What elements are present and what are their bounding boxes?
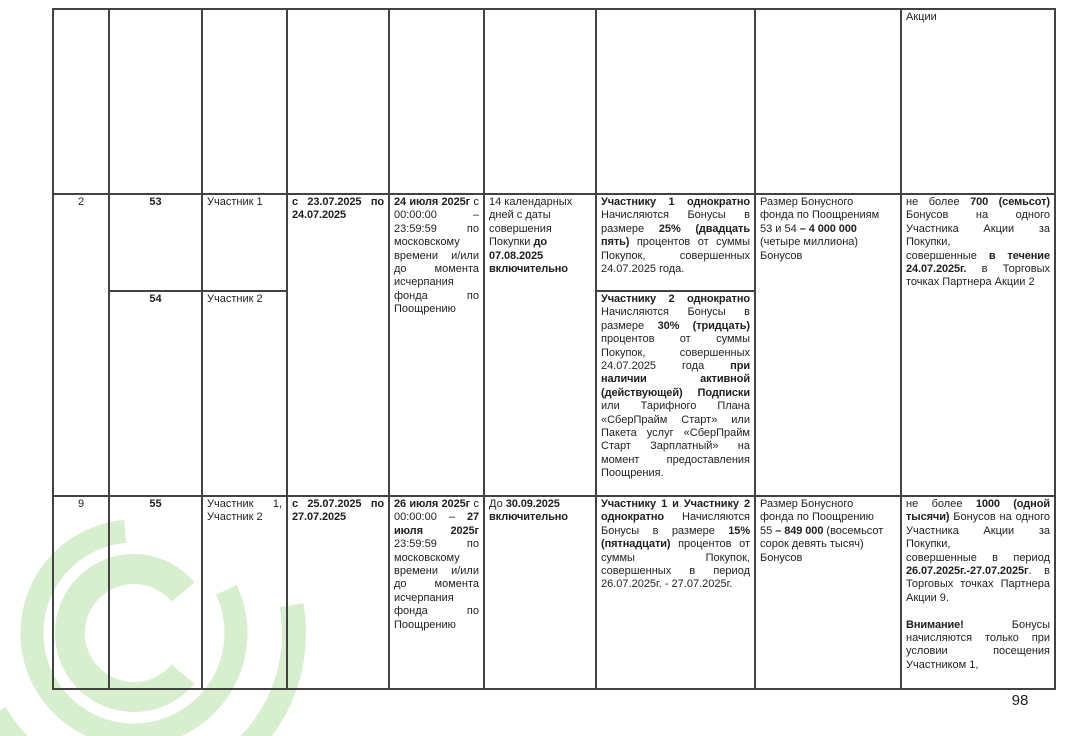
cell-bonus-validity: 14 календарных дней с даты совершения Покупки до 07.08.2025 включительно	[483, 193, 597, 497]
cell-promo-period: с 23.07.2025 по 24.07.2025	[286, 193, 390, 497]
header-cell-promo-id	[108, 8, 203, 195]
cell-participant-53: Участник 1	[201, 193, 288, 292]
page-number: 98	[1011, 692, 1029, 709]
header-cell-promo-label: Акции	[900, 8, 1056, 195]
cell-bonus-terms-54: Участнику 2 однократно Начисляются Бонусы в размере 30% (тридцать) процентов от суммы Покупок, совершенных 24.07.2025 года при наличии активной (действующей) Подписки или Тарифного Плана «СберПрайм Старт» или Пакета услуг «СберПрайм Старт Зарплатный» на момент предоставления Поощрения.	[595, 290, 756, 497]
cell-participants-55: Участник 1, Участник 2	[201, 495, 288, 690]
cell-promo-period-2: с 25.07.2025 по 27.07.2025	[286, 495, 390, 690]
cell-bonus-fund: Размер Бонусного фонда по Поощрениям 53 и 54 – 4 000 000 (четыре миллиона) Бонусов	[754, 193, 902, 497]
header-cell-participant	[201, 8, 288, 195]
cell-promo-id-53: 53	[108, 193, 203, 292]
cell-bonus-terms-55: Участнику 1 и Участнику 2 однократно Начисляются Бонусы в размере 15% (пятнадцати) процентов от суммы Покупок, совершенных в период 26.07.2025г. - 27.07.2025г.	[595, 495, 756, 690]
cell-promo-id-54: 54	[108, 290, 203, 497]
cell-bonus-terms-53: Участнику 1 однократно Начисляются Бонусы в размере 25% (двадцать пять) процентов от суммы Покупок, совершенных 24.07.2025 года.	[595, 193, 756, 292]
cell-bonus-limit: не более 700 (семьсот) Бонусов на одного Участника Акции за Покупки, совершенные в течение 24.07.2025г. в Торговых точках Партнера Акции 2	[900, 193, 1056, 497]
cell-accrual-period-2: 26 июля 2025г с 00:00:00 – 27 июля 2025г 23:59:59 по московскому времени и/или до момента исчерпания фонда по Поощрению	[388, 495, 485, 690]
cell-row-index: 2	[52, 193, 110, 497]
cell-bonus-validity-2: До 30.09.2025 включительно	[483, 495, 597, 690]
header-cell-period	[286, 8, 390, 195]
header-cell-validity	[483, 8, 597, 195]
cell-row-index-2: 9	[52, 495, 110, 690]
cell-accrual-period: 24 июля 2025г с 00:00:00 – 23:59:59 по московскому времени и/или до момента исчерпания фонда по Поощрению	[388, 193, 485, 497]
header-cell-index	[52, 8, 110, 195]
header-cell-fund	[754, 8, 902, 195]
header-cell-accrual	[388, 8, 485, 195]
cell-bonus-fund-2: Размер Бонусного фонда по Поощрению 55 – 849 000 (восемьсот сорок девять тысяч) Бонусов	[754, 495, 902, 690]
cell-promo-id-55: 55	[108, 495, 203, 690]
cell-participant-54: Участник 2	[201, 290, 288, 497]
cell-bonus-limit-2: не более 1000 (одной тысячи) Бонусов на одного Участника Акции за Покупки, совершенные в период 26.07.2025г.-27.07.2025г. в Торговых точках Партнера Акции 9. Внимание! Бонусы начисляются только при условии посещения Участником 1,	[900, 495, 1056, 690]
header-cell-bonus	[595, 8, 756, 195]
